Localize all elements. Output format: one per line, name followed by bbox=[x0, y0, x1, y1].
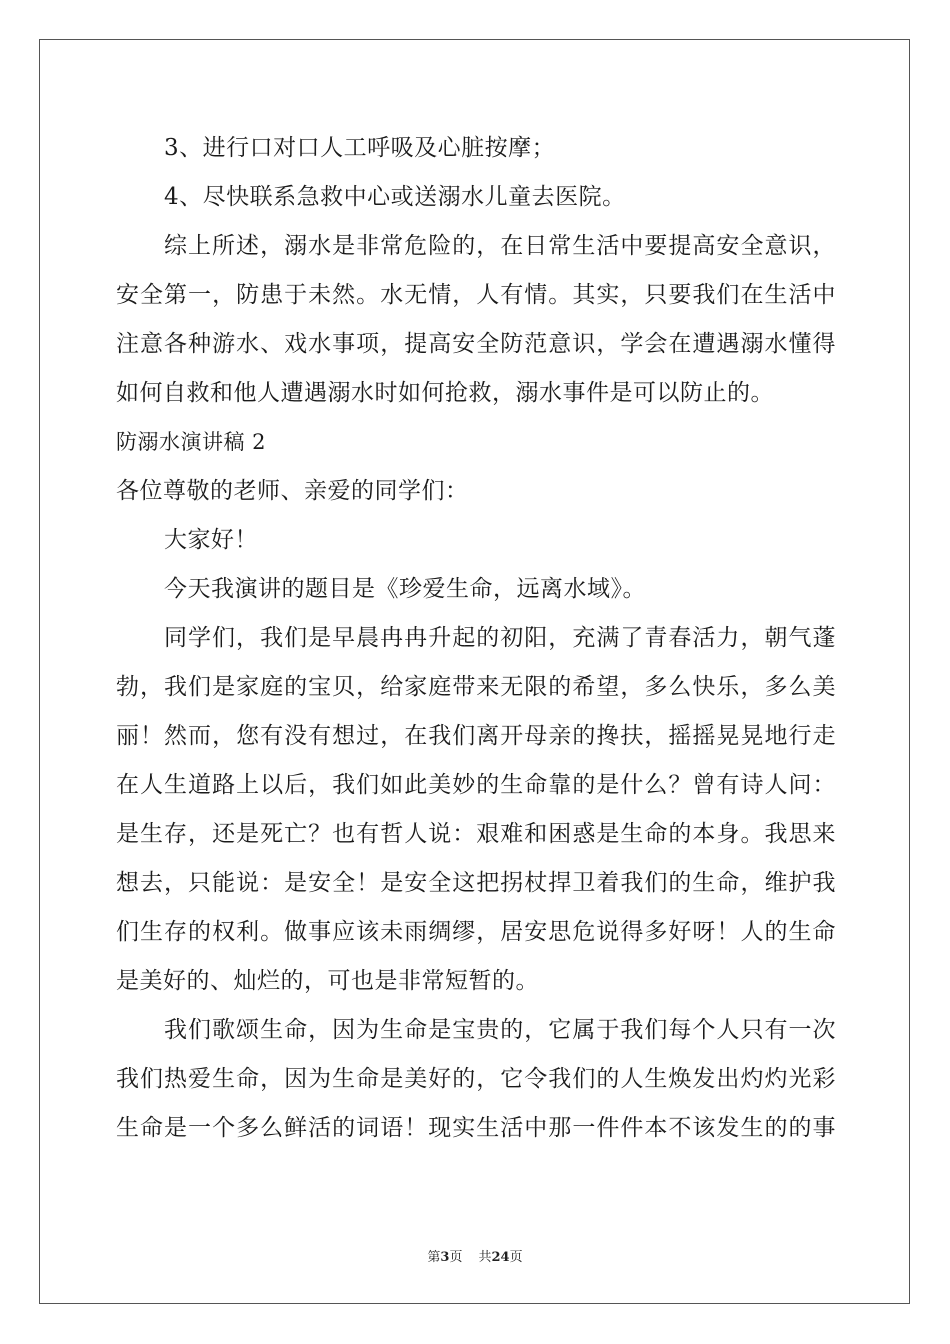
text-line: 如何自救和他人遭遇溺水时如何抢救，溺水事件是可以防止的。 bbox=[116, 380, 774, 406]
text-line: 各位尊敬的老师、亲爱的同学们： bbox=[116, 478, 469, 504]
text-line: 在人生道路上以后，我们如此美妙的生命靠的是什么？曾有诗人问： bbox=[116, 772, 836, 798]
text-line: 安全第一，防患于未然。水无情，人有情。其实，只要我们在生活中 bbox=[116, 282, 836, 308]
text-line: 今天我演讲的题目是《珍爱生命，远离水域》。 bbox=[164, 576, 646, 602]
text-line: 同学们，我们是早晨冉冉升起的初阳，充满了青春活力，朝气蓬 bbox=[164, 625, 836, 651]
text-line: 是美好的、灿烂的，可也是非常短暂的。 bbox=[116, 968, 539, 994]
text-line: 4、尽快联系急救中心或送溺水儿童去医院。 bbox=[164, 184, 626, 210]
text-line: 丽！然而，您有没有想过，在我们离开母亲的搀扶，摇摇晃晃地行走 bbox=[116, 723, 836, 749]
text-line: 们生存的权利。做事应该未雨绸缪，居安思危说得多好呀！人的生命 bbox=[116, 919, 836, 945]
footer-page-prefix: 第 bbox=[427, 1250, 441, 1265]
text-line: 我们歌颂生命，因为生命是宝贵的，它属于我们每个人只有一次 bbox=[164, 1017, 836, 1043]
text-line: 生命是一个多么鲜活的词语！现实生活中那一件件本不该发生的的事 bbox=[116, 1115, 836, 1141]
footer-page-suffix: 页 bbox=[449, 1250, 463, 1265]
text-line: 大家好！ bbox=[164, 527, 258, 553]
text-line: 勃，我们是家庭的宝贝，给家庭带来无限的希望，多么快乐，多么美 bbox=[116, 674, 836, 700]
text-line: 3、进行口对口人工呼吸及心脏按摩； bbox=[164, 135, 556, 161]
text-line: 想去，只能说：是安全！是安全这把拐杖捍卫着我们的生命，维护我 bbox=[116, 870, 836, 896]
page-footer bbox=[0, 1246, 950, 1265]
text-line: 我们热爱生命，因为生命是美好的，它令我们的人生焕发出灼灼光彩 bbox=[116, 1066, 836, 1092]
footer-total-prefix: 共 bbox=[478, 1250, 492, 1265]
footer-total-pages: 24 bbox=[491, 1250, 510, 1265]
document-body bbox=[116, 124, 836, 1153]
section-heading: 防溺水演讲稿 2 bbox=[116, 430, 267, 454]
footer-page-number: 3 bbox=[440, 1250, 450, 1265]
text-line: 注意各种游水、戏水事项，提高安全防范意识，学会在遭遇溺水懂得 bbox=[116, 331, 836, 357]
text-line: 是生存，还是死亡？也有哲人说：艰难和困惑是生命的本身。我思来 bbox=[116, 821, 836, 847]
text-line: 综上所述，溺水是非常危险的，在日常生活中要提高安全意识， bbox=[164, 233, 836, 259]
footer-total-suffix: 页 bbox=[509, 1250, 523, 1265]
